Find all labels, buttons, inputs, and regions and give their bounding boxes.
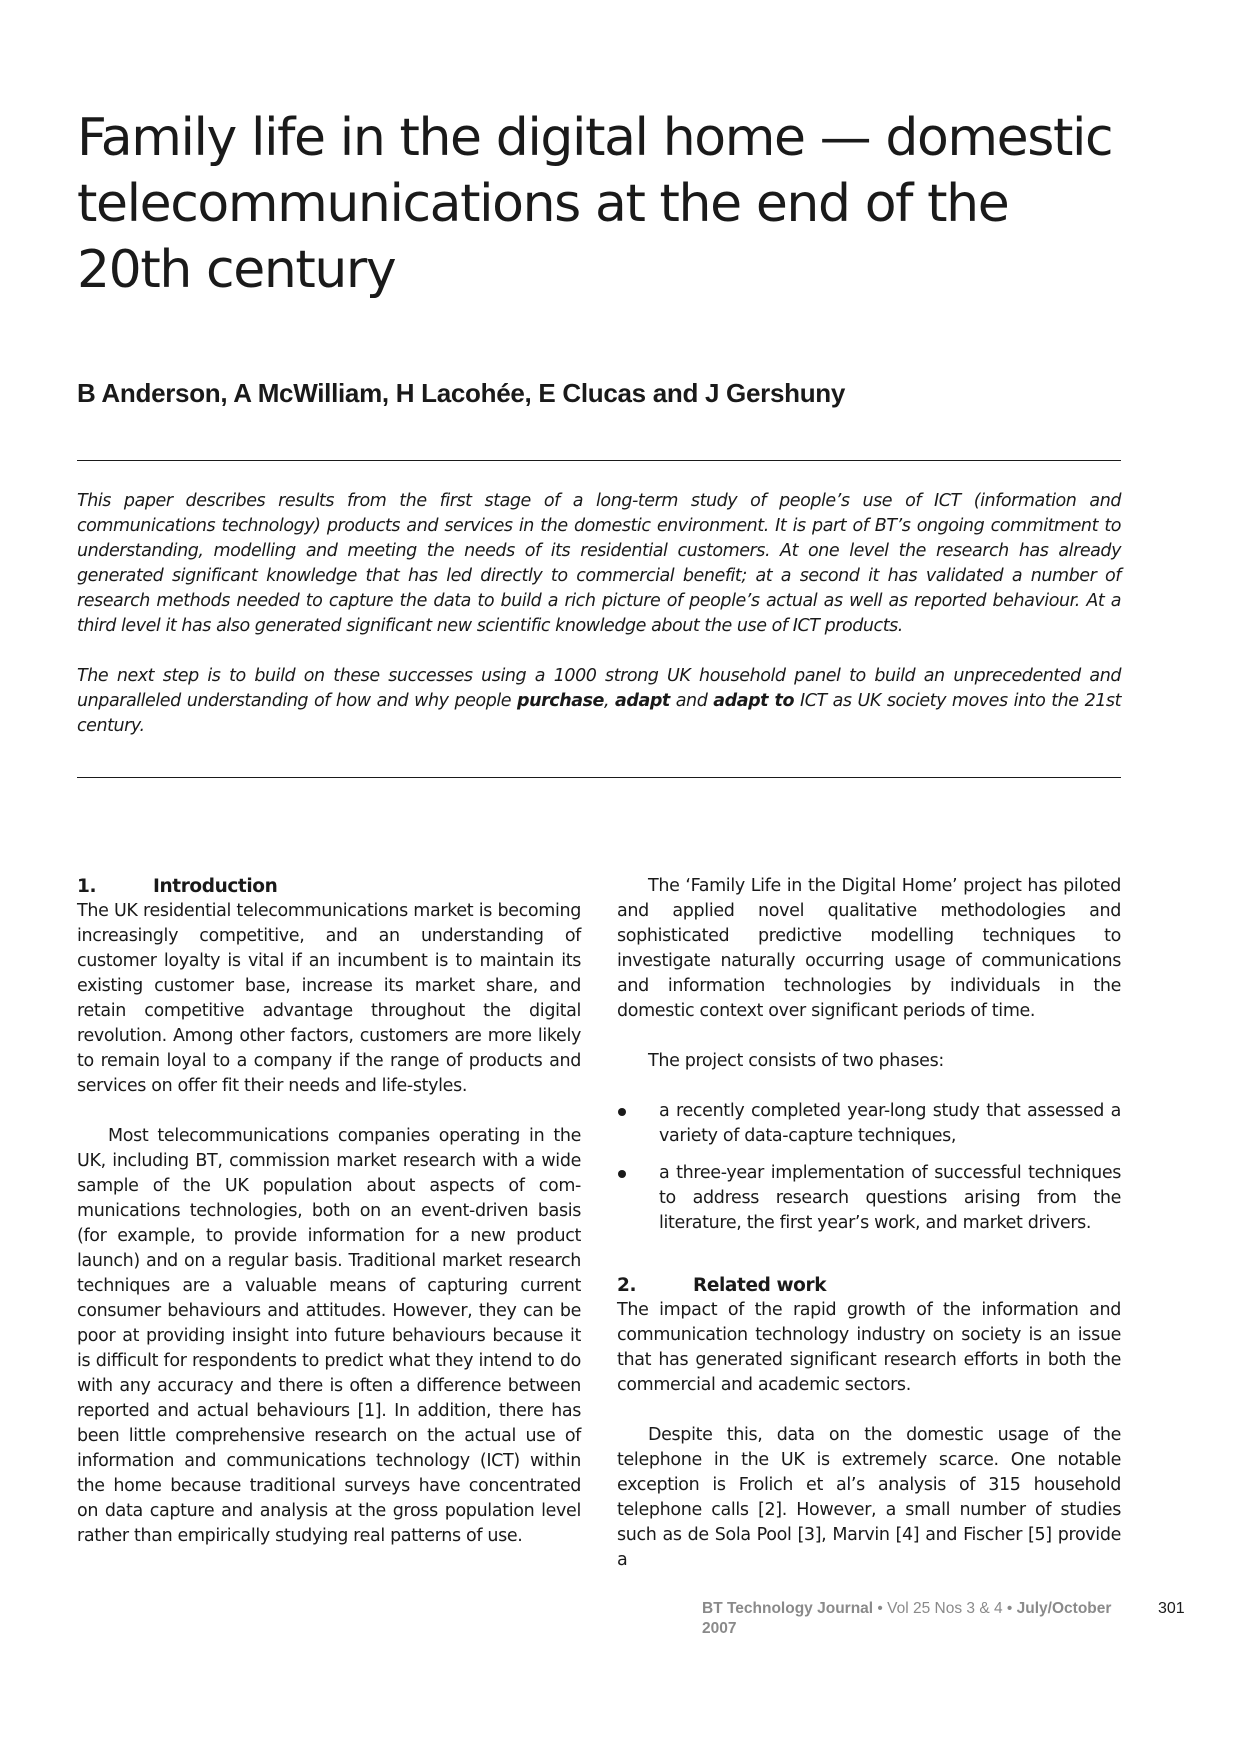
- abstract-paragraph-1: This paper describes results from the first stage of a long-term study of people’s use of ICT (information and communications technology) products and services in the domestic environment. It is part of BT’s ongoing commitment to understanding, modelling and meeting the needs of its residential customers. At one level the research has already generated significant knowledge that has led directly to commercial benefit; at a second it has validated a number of research methods needed to capture the data to build a rich picture of people’s actual as well as reported behaviour. At a third level it has also generated significant new scientific knowledge about the use of ICT products.: [77, 491, 1121, 636]
- section-heading-related-work: [617, 1273, 1121, 1298]
- emphasis-adapt-to: adapt to: [713, 691, 795, 711]
- body-paragraph: Most telecommunications companies operating in the UK, including BT, commission market research with a wide sample of the UK population about aspects of com- munications technologies, both on an event-driven basis (for example, to provide information for a new product launch) and on a regular basis. Traditional market research techniques are a valuable means of capturing current consumer behaviours and attitudes. However, they can be poor at providing insight into future behaviours because it is difficult for respondents to predict what they intend to do with any accuracy and there is often a difference between reported and actual behaviours [1]. In addition, there has been little comprehensive research on the actual use of information and communications technology (ICT) within the home because traditional surveys have concentrated on data capture and analysis at the gross population level rather than empirically studying real patterns of use.: [77, 1126, 581, 1546]
- body-paragraph: The project consists of two phases:: [648, 1051, 944, 1071]
- section-title: Introduction: [153, 876, 278, 897]
- abstract-text: ,: [603, 691, 616, 711]
- abstract-bottom-rule: [77, 777, 1121, 778]
- footer-separator: •: [1002, 1600, 1017, 1617]
- section-title: Related work: [693, 1275, 827, 1296]
- bullet-icon: [618, 1170, 626, 1178]
- body-paragraph: Despite this, data on the domestic usage of the telephone in the UK is extremely scarce. One notable exception is Frolich et al’s analysis of 315 household telephone calls [2]. However, a small number of studies such as de Sola Pool [3], Marvin [4] and Fischer [5] provide a: [617, 1425, 1121, 1570]
- emphasis-adapt: adapt: [615, 691, 670, 711]
- list-item-text: a three-year implementation of successful techniques to address research questions arising from the literature, the first year’s work, and market drivers.: [659, 1163, 1121, 1233]
- footer-separator: •: [873, 1600, 888, 1617]
- phase-list: [617, 1099, 1121, 1236]
- journal-footer: [702, 1599, 1122, 1639]
- section-heading-introduction: [77, 874, 581, 899]
- abstract-paragraph-2: [77, 664, 1121, 739]
- abstract-text: and: [669, 691, 714, 711]
- abstract: [77, 489, 1121, 739]
- body-paragraph: The impact of the rapid growth of the information and communication technology industry on society is an issue that has generated significant research efforts in both the commercial and academic sectors.: [617, 1300, 1121, 1395]
- journal-name: BT Technology Journal: [702, 1600, 874, 1617]
- body-paragraph: The UK residential telecommunications market is becoming increasingly competitive, and an understanding of customer loyalty is vital if an incumbent is to maintain its existing customer base, increase its market share, and retain competitive advantage throughout the digital revolution. Among other factors, customers are more likely to remain loyal to a company if the range of products and services on offer fit their needs and life-styles.: [77, 901, 581, 1096]
- right-column: [617, 874, 1121, 1573]
- section-number: 1.: [77, 876, 97, 897]
- list-item-text: a recently completed year-long study that assessed a variety of data-capture techniques,: [659, 1101, 1121, 1146]
- section-number: 2.: [617, 1275, 637, 1296]
- journal-date: July/October 2007: [702, 1600, 1112, 1637]
- abstract-top-rule: [77, 460, 1121, 461]
- bullet-icon: [618, 1108, 626, 1116]
- left-column: [77, 874, 581, 1549]
- emphasis-purchase: purchase: [517, 691, 604, 711]
- abstract-text: The next step is to build on these successes using a 1000 strong UK household panel to build an unprecedented and unparalleled understanding of how and why people: [77, 666, 1121, 711]
- paper-title: Family life in the digital home — domestic telecommunications at the end of the 20th century: [77, 108, 1113, 300]
- abstract-text: ICT as UK society moves into the 21st century.: [77, 691, 1122, 736]
- list-item: [617, 1161, 1121, 1236]
- page-number: 301: [1158, 1600, 1185, 1617]
- list-item: [617, 1099, 1121, 1149]
- body-paragraph: The ‘Family Life in the Digital Home’ project has piloted and applied novel qualitative methodologies and sophisticated predictive modelling techniques to investigate naturally occurring usage of communications and information technologies by individuals in the domestic context over significant periods of time.: [617, 876, 1121, 1021]
- journal-volume: Vol 25 Nos 3 & 4: [887, 1600, 1003, 1617]
- author-list: B Anderson, A McWilliam, H Lacohée, E Clucas and J Gershuny: [77, 378, 846, 408]
